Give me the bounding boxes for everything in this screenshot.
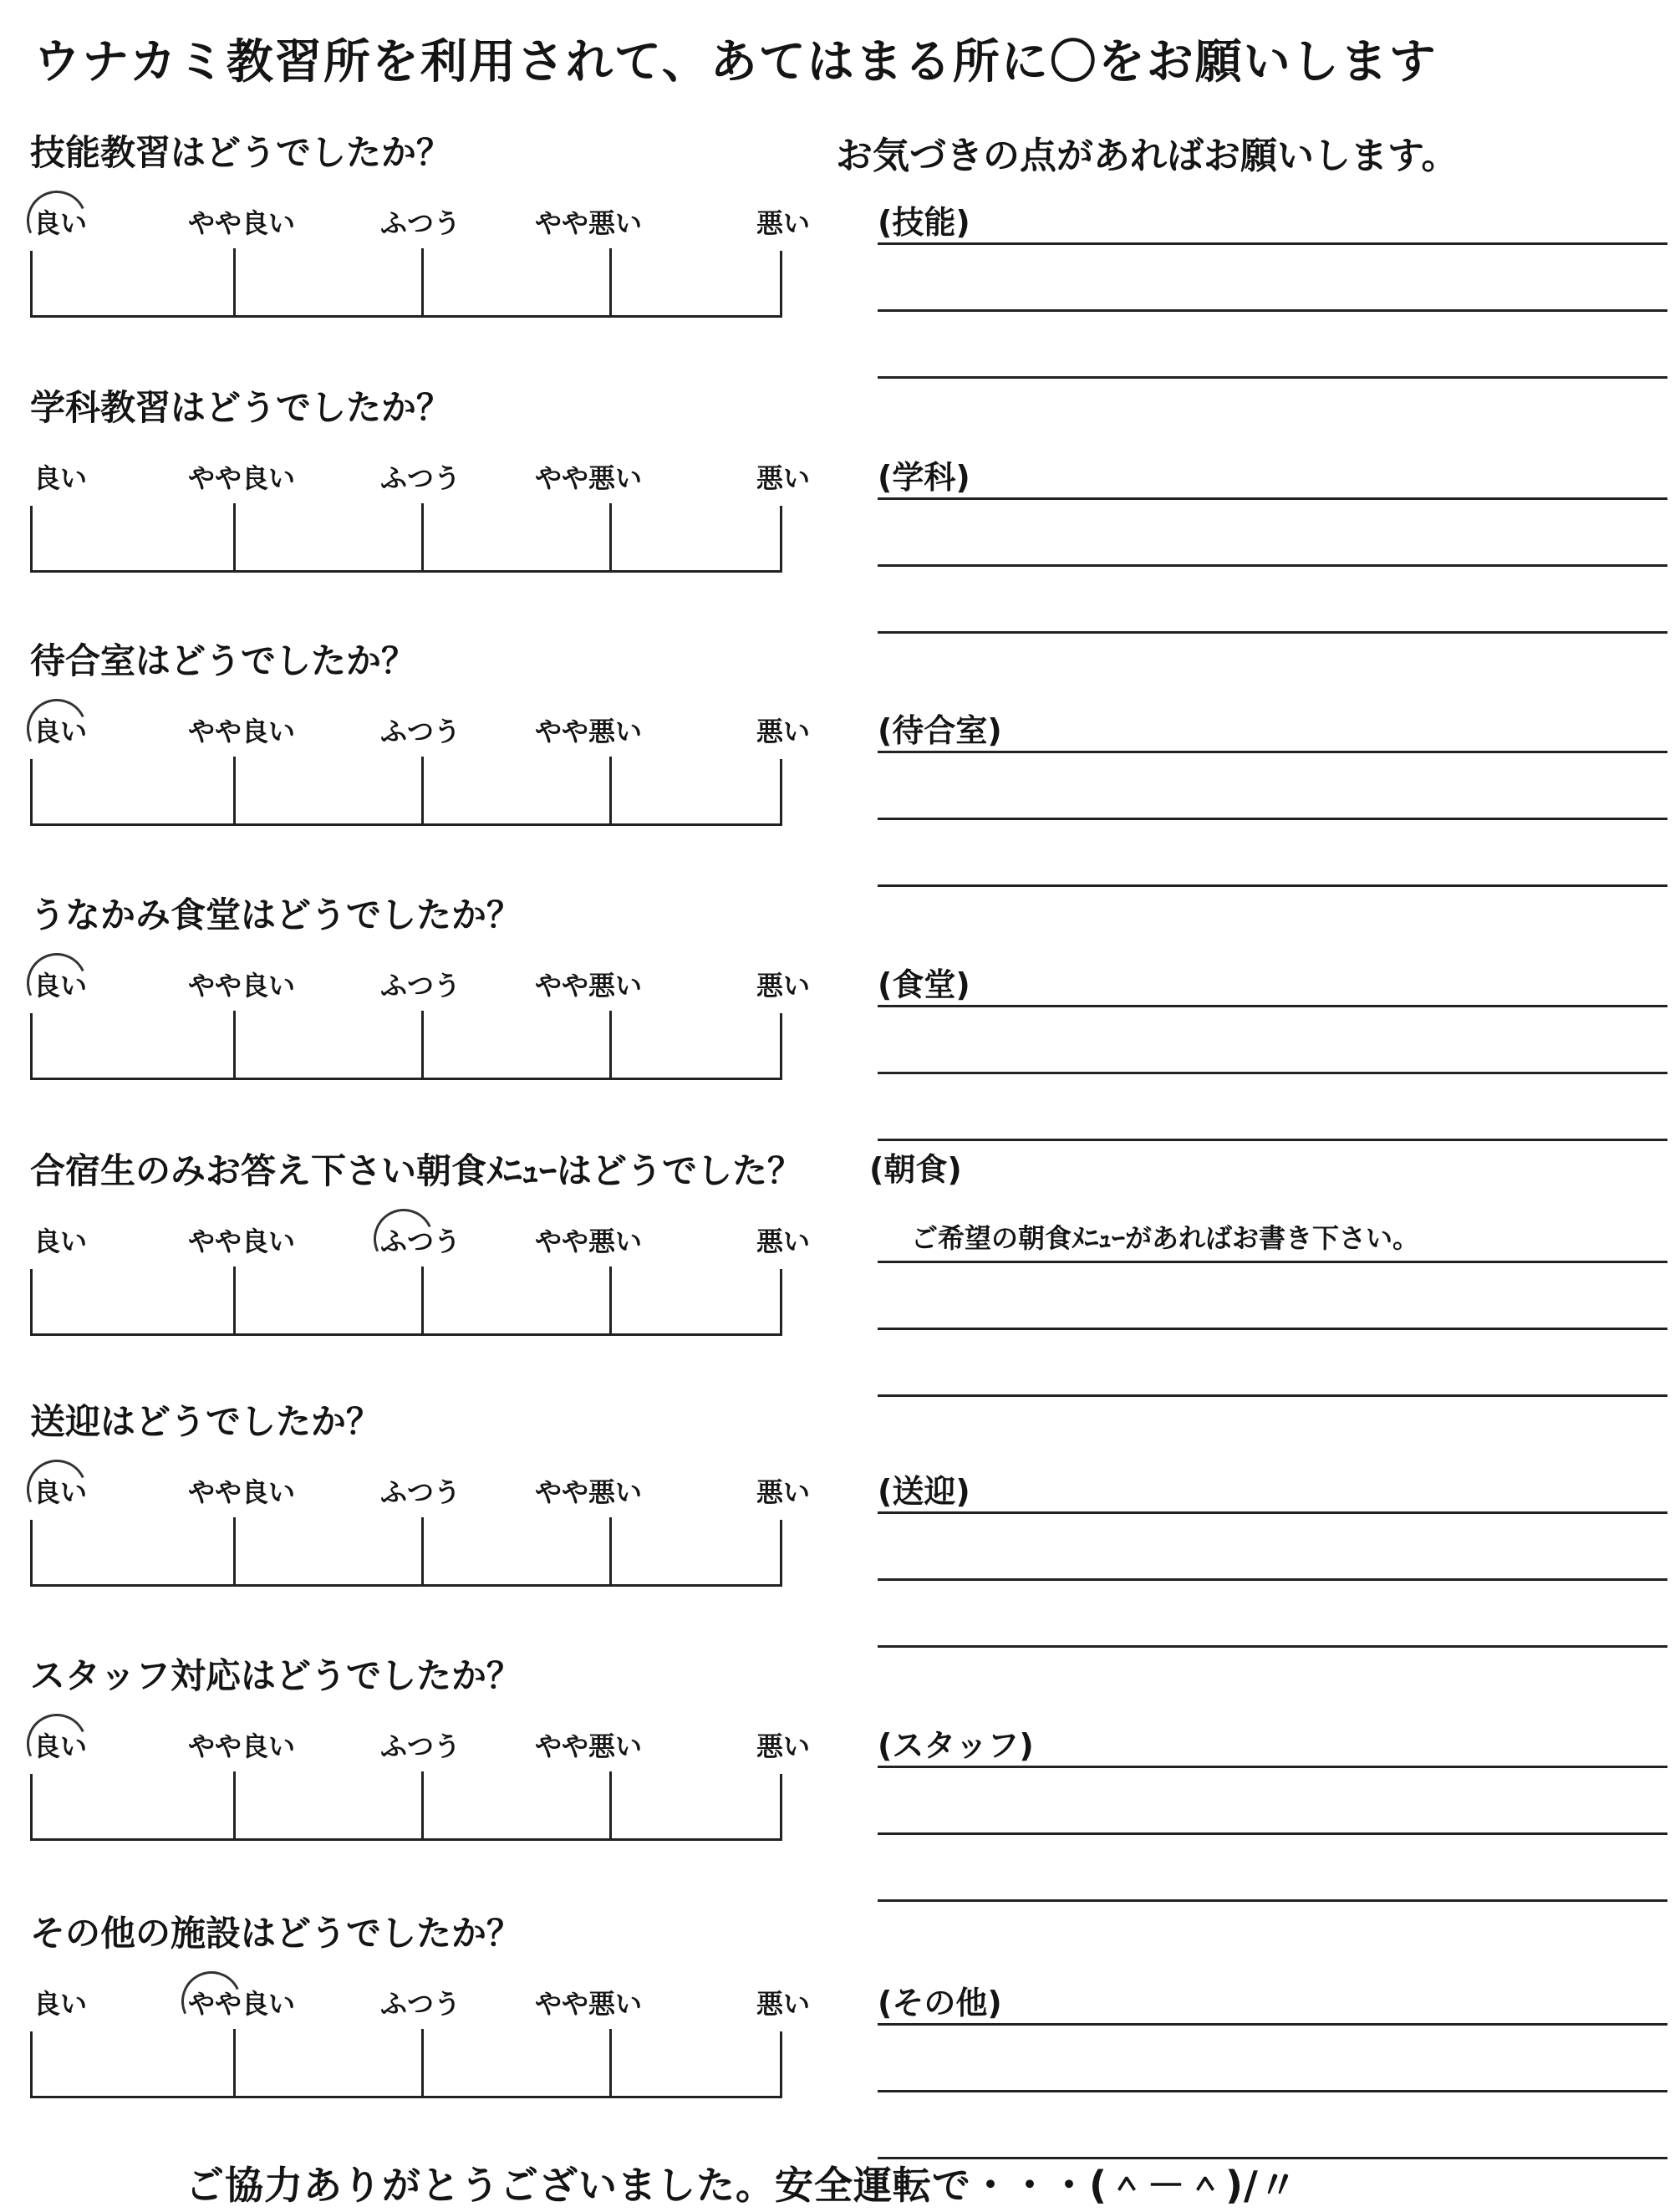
scale-label: 悪い bbox=[756, 970, 811, 1002]
scale-label: ふつう bbox=[380, 462, 461, 494]
scale-divider bbox=[421, 1517, 424, 1584]
scale-label: 悪い bbox=[756, 1226, 811, 1257]
comment-write-line[interactable] bbox=[878, 1261, 1667, 1263]
scale-label: やや良い bbox=[188, 1730, 296, 1762]
comment-write-line[interactable] bbox=[878, 884, 1667, 887]
scale-label: やや良い bbox=[188, 716, 296, 747]
scale-divider bbox=[421, 1267, 424, 1333]
scale-label: 良い bbox=[33, 716, 88, 747]
selection-circle-mark[interactable] bbox=[18, 945, 95, 1022]
question-text: 合宿生のみお答え下さい朝食ﾒﾆｭｰはどうでした？ bbox=[30, 1150, 803, 1191]
scale-label: やや良い bbox=[188, 1476, 296, 1508]
comment-category-label: (待合室) bbox=[878, 712, 1002, 749]
scale-label: やや悪い bbox=[535, 716, 643, 747]
scale-divider bbox=[233, 1771, 236, 1838]
scale-divider bbox=[609, 503, 612, 570]
scale-label: やや良い bbox=[188, 1988, 296, 2020]
scale-label: やや良い bbox=[188, 207, 296, 239]
scale-divider bbox=[233, 248, 236, 315]
scale-label: やや良い bbox=[188, 1226, 296, 1257]
scale-divider bbox=[421, 2029, 424, 2096]
comment-category-label: (その他) bbox=[878, 1985, 1002, 2021]
comment-write-line[interactable] bbox=[878, 631, 1667, 634]
question-text: その他の施設はどうでしたか？ bbox=[30, 1913, 522, 1954]
comment-category-label: (スタッフ) bbox=[878, 1727, 1034, 1764]
scale-label: 悪い bbox=[756, 207, 811, 239]
comment-write-line[interactable] bbox=[878, 376, 1667, 379]
comment-write-line[interactable] bbox=[878, 1511, 1667, 1514]
scale-divider bbox=[421, 503, 424, 570]
rating-scale-box[interactable] bbox=[30, 251, 782, 318]
scale-label: やや悪い bbox=[535, 1730, 643, 1762]
comment-write-line[interactable] bbox=[878, 1645, 1667, 1648]
scale-label: ふつう bbox=[380, 1476, 461, 1508]
scale-label: やや悪い bbox=[535, 970, 643, 1002]
comment-category-label: (食堂) bbox=[878, 966, 970, 1003]
comment-write-line[interactable] bbox=[878, 751, 1667, 753]
question-text: 学科教習はどうでしたか？ bbox=[30, 387, 452, 428]
comment-write-line[interactable] bbox=[878, 2090, 1667, 2092]
selection-circle-mark[interactable] bbox=[18, 1451, 95, 1528]
comment-write-line[interactable] bbox=[878, 2023, 1667, 2026]
scale-divider bbox=[609, 1011, 612, 1078]
selection-circle-mark[interactable] bbox=[18, 182, 95, 259]
rating-scale-box[interactable] bbox=[30, 1774, 782, 1841]
scale-label: 良い bbox=[33, 462, 88, 494]
scale-label: やや悪い bbox=[535, 207, 643, 239]
selection-circle-mark[interactable] bbox=[18, 691, 95, 767]
question-text: うなかみ食堂はどうでしたか？ bbox=[30, 894, 522, 935]
comment-write-line[interactable] bbox=[878, 1766, 1667, 1768]
scale-divider bbox=[609, 757, 612, 823]
scale-label: ふつう bbox=[380, 1988, 461, 2020]
scale-label: 悪い bbox=[756, 1730, 811, 1762]
scale-label: やや悪い bbox=[535, 1226, 643, 1257]
scale-label: 悪い bbox=[756, 1476, 811, 1508]
scale-label: 良い bbox=[33, 970, 88, 1002]
comment-write-line[interactable] bbox=[878, 1072, 1667, 1074]
scale-divider bbox=[609, 1267, 612, 1333]
scale-divider bbox=[233, 1267, 236, 1333]
comment-write-line[interactable] bbox=[878, 1578, 1667, 1581]
question-text: 技能教習はどうでしたか？ bbox=[30, 132, 452, 173]
scale-label: 良い bbox=[33, 1988, 88, 2020]
scale-divider bbox=[421, 248, 424, 315]
selection-circle-mark[interactable] bbox=[365, 1200, 442, 1277]
scale-divider bbox=[233, 503, 236, 570]
comment-category-label: (朝食) bbox=[869, 1151, 962, 1188]
rating-scale-box[interactable] bbox=[30, 1520, 782, 1587]
scale-divider bbox=[609, 2029, 612, 2096]
comment-write-line[interactable] bbox=[878, 1832, 1667, 1835]
scale-label: やや良い bbox=[188, 970, 296, 1002]
selection-circle-mark[interactable] bbox=[173, 1963, 250, 2040]
comment-write-line[interactable] bbox=[878, 309, 1667, 312]
scale-divider bbox=[609, 248, 612, 315]
question-text: 送迎はどうでしたか？ bbox=[30, 1401, 382, 1442]
rating-scale-box[interactable] bbox=[30, 1269, 782, 1336]
scale-label: ふつう bbox=[380, 1730, 461, 1762]
scale-label: 良い bbox=[33, 1476, 88, 1508]
comment-write-line[interactable] bbox=[878, 564, 1667, 567]
comment-category-label: (技能) bbox=[878, 204, 970, 241]
scale-label: 良い bbox=[33, 207, 88, 239]
scale-label: やや悪い bbox=[535, 1476, 643, 1508]
scale-divider bbox=[421, 757, 424, 823]
rating-scale-box[interactable] bbox=[30, 1013, 782, 1080]
scale-divider bbox=[609, 1517, 612, 1584]
scale-divider bbox=[233, 757, 236, 823]
rating-scale-box[interactable] bbox=[30, 759, 782, 826]
scale-label: 良い bbox=[33, 1730, 88, 1762]
scale-label: 悪い bbox=[756, 716, 811, 747]
rating-scale-box[interactable] bbox=[30, 506, 782, 573]
scale-label: やや悪い bbox=[535, 462, 643, 494]
scale-divider bbox=[609, 1771, 612, 1838]
scale-label: ふつう bbox=[380, 716, 461, 747]
comment-category-label: (送迎) bbox=[878, 1473, 970, 1510]
page-title: ウナカミ教習所を利用されて、あてはまる所に〇をお願いします bbox=[33, 35, 1438, 89]
footer-thanks: ご協力ありがとうございました。安全運転で・・・(＾－＾)/〃 bbox=[186, 2163, 1298, 2208]
scale-divider bbox=[233, 1517, 236, 1584]
scale-label: 悪い bbox=[756, 1988, 811, 2020]
scale-divider bbox=[421, 1011, 424, 1078]
scale-label: 良い bbox=[33, 1226, 88, 1257]
scale-label: ふつう bbox=[380, 1226, 461, 1257]
comment-write-line[interactable] bbox=[878, 1899, 1667, 1902]
rating-scale-box[interactable] bbox=[30, 2031, 782, 2098]
comment-note: ご希望の朝食ﾒﾆｭｰがあればお書き下さい。 bbox=[911, 1222, 1420, 1254]
scale-label: やや良い bbox=[188, 462, 296, 494]
scale-divider bbox=[233, 2029, 236, 2096]
comment-write-line[interactable] bbox=[878, 497, 1667, 500]
scale-label: 悪い bbox=[756, 462, 811, 494]
selection-circle-mark[interactable] bbox=[18, 1705, 95, 1782]
scale-divider bbox=[421, 1771, 424, 1838]
question-text: スタッフ対応はどうでしたか？ bbox=[30, 1655, 522, 1696]
scale-label: ふつう bbox=[380, 970, 461, 1002]
comment-write-line[interactable] bbox=[878, 818, 1667, 820]
comment-header: お気づきの点があればお願いします。 bbox=[836, 135, 1459, 177]
scale-label: やや悪い bbox=[535, 1988, 643, 2020]
comment-write-line[interactable] bbox=[878, 1139, 1667, 1141]
comment-write-line[interactable] bbox=[878, 1005, 1667, 1007]
question-text: 待合室はどうでしたか？ bbox=[30, 640, 417, 681]
scale-label: ふつう bbox=[380, 207, 461, 239]
comment-category-label: (学科) bbox=[878, 459, 970, 496]
comment-write-line[interactable] bbox=[878, 1328, 1667, 1330]
comment-write-line[interactable] bbox=[878, 242, 1667, 245]
comment-write-line[interactable] bbox=[878, 1394, 1667, 1397]
scale-divider bbox=[233, 1011, 236, 1078]
